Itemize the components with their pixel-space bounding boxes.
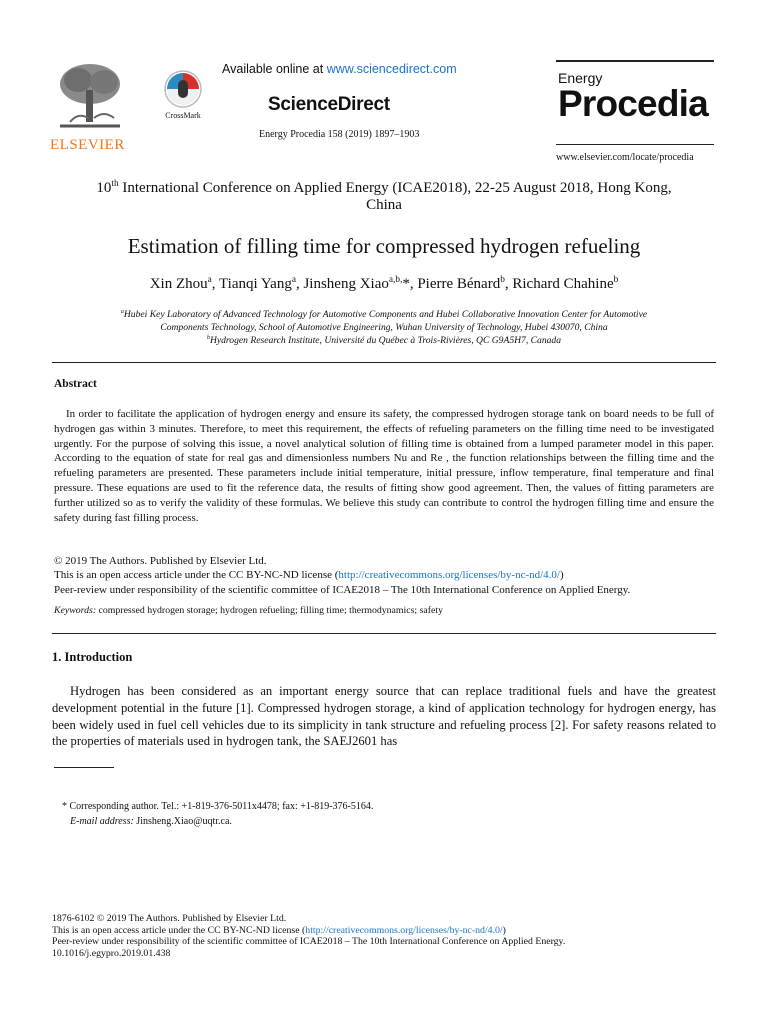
- author-3: [303, 276, 417, 292]
- elsevier-tree-icon: [50, 60, 130, 130]
- available-online: [222, 62, 457, 76]
- bottom-license-line: [52, 925, 722, 937]
- author-sep: ,: [295, 276, 304, 292]
- paper-title: Estimation of filling time for compressed hydrogen refueling: [127, 234, 641, 258]
- author-list: [40, 276, 728, 293]
- crossmark-icon: [164, 70, 202, 108]
- elsevier-logo: [50, 60, 130, 153]
- author-4: [417, 276, 512, 292]
- crossmark-label: CrossMark: [165, 111, 201, 120]
- journal-citation: Energy Procedia 158 (2019) 1897–1903: [259, 129, 420, 140]
- conference-ordinal: 10: [96, 180, 112, 196]
- journal-logo: [558, 70, 708, 124]
- author-5: [512, 276, 618, 292]
- aff-mark: a: [120, 308, 124, 315]
- author-aff: b: [613, 275, 619, 285]
- crossmark-badge[interactable]: [158, 70, 208, 120]
- aff-a-line1: Hubei Key Laboratory of Advanced Technology for Automotive Components and Hubei Collaborative Innovation Center for Automotive: [123, 309, 648, 320]
- aff-mark: b: [206, 334, 210, 341]
- author-aff: a: [291, 275, 296, 285]
- license-line: [54, 568, 724, 582]
- author-sep: *,: [402, 276, 418, 292]
- footnote: [62, 799, 373, 829]
- author-name: Richard Chahine: [512, 276, 614, 292]
- affiliation-a-cont: Components Technology, School of Automotive Engineering, Wuhan University of Technology, Hubei 430070, China: [160, 322, 608, 333]
- conference-ordinal-suffix: th: [111, 179, 119, 189]
- copyright-line: © 2019 The Authors. Published by Elsevier Ltd.: [54, 555, 267, 567]
- footnote-rule: [54, 767, 114, 768]
- issn-line: 1876-6102 © 2019 The Authors. Published by Elsevier Ltd.: [52, 913, 287, 924]
- journal-url[interactable]: www.elsevier.com/locate/procedia: [556, 152, 694, 163]
- author-sep: ,: [504, 276, 513, 292]
- affiliations: [40, 308, 728, 347]
- aff-b-line: Hydrogen Research Institute, Université du Québec à Trois-Rivières, QC G9A5H7, Canada: [209, 335, 562, 346]
- bottom-license-prefix: This is an open access article under the CC BY-NC-ND license (: [52, 924, 306, 936]
- elsevier-wordmark: ELSEVIER: [50, 137, 125, 153]
- license-prefix: This is an open access article under the CC BY-NC-ND license (: [54, 569, 339, 582]
- intro-body: Hydrogen has been considered as an important energy source that can replace traditional fuels and have the greatest development potential in the future [1]. Compressed hydrogen storage, a kind of application technology for hydrogen energy, has been widely used in fuel cell vehicles due to its simplicity in tank structure and refueling process [2]. For safety reasons related to the properties of materials used in hydrogen tank, the SAEJ2601 has: [52, 684, 716, 749]
- divider-top: [52, 362, 716, 363]
- keywords-line: [54, 605, 443, 616]
- author-aff: a,b,: [388, 275, 403, 285]
- affiliation-a: [40, 308, 728, 321]
- author-name: Tianqi Yang: [219, 276, 292, 292]
- abstract-heading: Abstract: [54, 378, 97, 390]
- email-line: [62, 814, 373, 829]
- author-1: [150, 276, 219, 292]
- intro-heading: 1. Introduction: [52, 650, 133, 664]
- author-name: Jinsheng Xiao: [303, 276, 389, 292]
- abstract-body: In order to facilitate the application of hydrogen energy and ensure its safety, the compressed hydrogen storage tank on board needs to be full of hydrogen gas within 3 minutes. Therefore, to meet this requirement, the effects of refueling parameters on the filling time need to be investigated urgently. For the purpose of solving this issue, a novel analytical solution of filling time is obtained from a lumped parameter model in this paper. According to the equation of state for real gas and dimensionless numbers Nu and Re , the function relationships between the filling time and the refueling parameters are presented. These parameters include initial temperature, initial pressure, inflow temperature, final temperature and final pressure. These equations are used to fit the reference data, the results of fitting show good agreement. Then, the values of fitting parameters are further utilized so as to verify the validity of these formulas. We believe this study can contribute to control the hydrogen filling time and ensure the safety during fast filling process.: [54, 408, 714, 524]
- journal-name-small: Energy: [558, 70, 603, 86]
- email-label: E-mail address:: [70, 816, 134, 827]
- license-link[interactable]: http://creativecommons.org/licenses/by-nc-nd/4.0/: [338, 569, 560, 582]
- doi-line[interactable]: 10.1016/j.egypro.2019.01.438: [52, 947, 171, 959]
- keywords-label: Keywords:: [54, 605, 97, 616]
- conference-text: International Conference on Applied Energy (ICAE2018), 22-25 August 2018, Hong Kong,: [118, 180, 672, 196]
- keywords-text: compressed hydrogen storage; hydrogen refueling; filling time; thermodynamics; safety: [96, 605, 443, 616]
- conference-line: [40, 180, 728, 214]
- copyright-block: [54, 554, 724, 597]
- email-address[interactable]: Jinsheng.Xiao@uqtr.ca.: [133, 816, 232, 827]
- author-name: Xin Zhou: [149, 276, 208, 292]
- bottom-license-suffix: ): [502, 924, 506, 936]
- license-suffix: ): [560, 569, 564, 582]
- bottom-info: [52, 913, 722, 959]
- author-sep: ,: [211, 276, 220, 292]
- conference-location: China: [366, 197, 402, 213]
- peer-review-line: Peer-review under responsibility of the scientific committee of ICAE2018 – The 10th International Conference on Applied Energy.: [54, 583, 631, 596]
- available-prefix: Available online at: [222, 62, 327, 76]
- sciencedirect-wordmark: ScienceDirect: [268, 94, 390, 115]
- divider-bottom: [52, 633, 716, 634]
- author-aff: a: [207, 275, 212, 285]
- affiliation-b: [40, 334, 728, 347]
- journal-logo-rule: [556, 60, 714, 62]
- sciencedirect-link[interactable]: www.sciencedirect.com: [326, 62, 457, 76]
- bottom-license-link[interactable]: http://creativecommons.org/licenses/by-nc-nd/4.0/: [305, 924, 503, 936]
- author-aff: b: [500, 275, 505, 285]
- bottom-peer-review: Peer-review under responsibility of the scientific committee of ICAE2018 – The 10th International Conference on Applied Energy.: [52, 936, 566, 948]
- corresponding-author: * Corresponding author. Tel.: +1-819-376-5011x4478; fax: +1-819-376-5164.: [62, 801, 374, 812]
- journal-logo-rule-bottom: [556, 144, 714, 145]
- journal-name-big: Procedia: [558, 83, 708, 124]
- author-2: [219, 276, 303, 292]
- author-name: Pierre Bénard: [417, 276, 501, 292]
